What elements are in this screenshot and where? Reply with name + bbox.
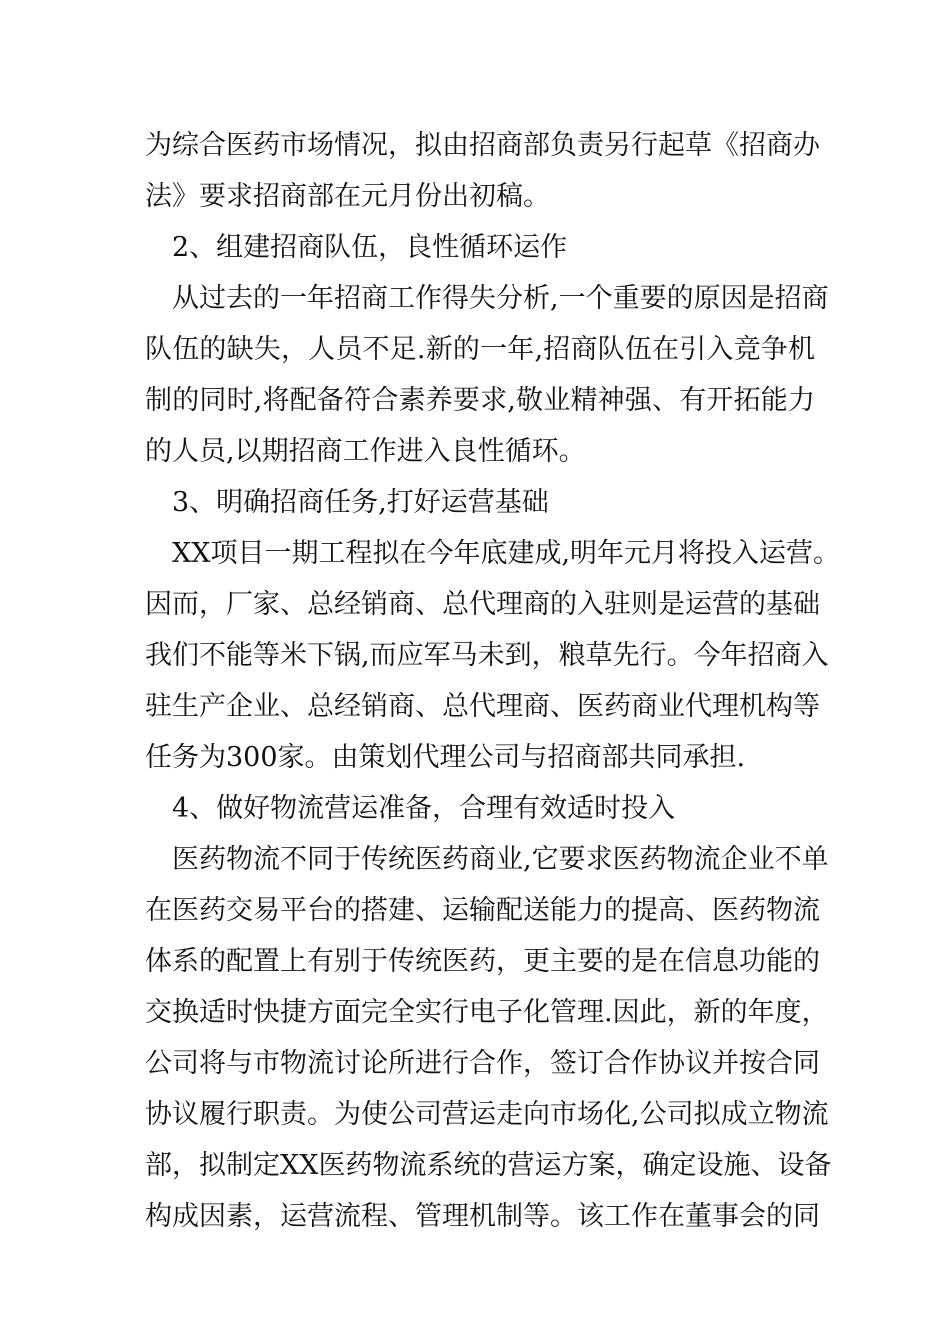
paragraph-line: 法》要求招商部在元月份出初稿。: [145, 181, 550, 212]
section-heading: 4、做好物流营运准备，合理有效适时投入: [172, 793, 676, 824]
paragraph-line: 构成因素，运营流程、管理机制等。该工作在董事会的同: [145, 1201, 820, 1232]
paragraph-line: 任务为300家。由策划代理公司与招商部共同承担.: [145, 742, 746, 773]
paragraph-line: 我们不能等米下锅,而应军马未到，粮草先行。今年招商入: [145, 640, 829, 671]
section-heading: 3、明确招商任务,打好运营基础: [172, 487, 549, 518]
paragraph-line: 公司将与市物流讨论所进行合作，签订合作协议并按合同: [145, 1048, 820, 1079]
paragraph-line: 部，拟制定XX医药物流系统的营运方案，确定设施、设备: [145, 1150, 832, 1181]
paragraph-line: 的人员,以期招商工作进入良性循环。: [145, 436, 586, 467]
section-heading: 2、组建招商队伍，良性循环运作: [172, 232, 568, 263]
paragraph-line: 队伍的缺失，人员不足.新的一年,招商队伍在引入竞争机: [145, 334, 815, 365]
paragraph-line: XX项目一期工程拟在今年底建成,明年元月将投入运营。: [172, 538, 841, 569]
paragraph-line: 驻生产企业、总经销商、总代理商、医药商业代理机构等: [145, 691, 820, 722]
paragraph-line: 体系的配置上有别于传统医药，更主要的是在信息功能的: [145, 946, 820, 977]
paragraph-line: 因而，厂家、总经销商、总代理商的入驻则是运营的基础: [145, 589, 820, 620]
paragraph-line: 为综合医药市场情况，拟由招商部负责另行起草《招商办: [145, 130, 820, 161]
paragraph-line: 协议履行职责。为使公司营运走向市场化,公司拟成立物流: [145, 1099, 829, 1130]
paragraph-line: 医药物流不同于传统医药商业,它要求医药物流企业不单: [172, 844, 829, 875]
document-body: [145, 120, 841, 1242]
paragraph-line: 交换适时快捷方面完全实行电子化管理.因此，新的年度，: [145, 997, 829, 1028]
paragraph-line: 制的同时,将配备符合素养要求,敬业精神强、有开拓能力: [145, 385, 815, 416]
paragraph-line: 在医药交易平台的搭建、运输配送能力的提高、医药物流: [145, 895, 820, 926]
paragraph-line: 从过去的一年招商工作得失分析,一个重要的原因是招商: [172, 283, 829, 314]
